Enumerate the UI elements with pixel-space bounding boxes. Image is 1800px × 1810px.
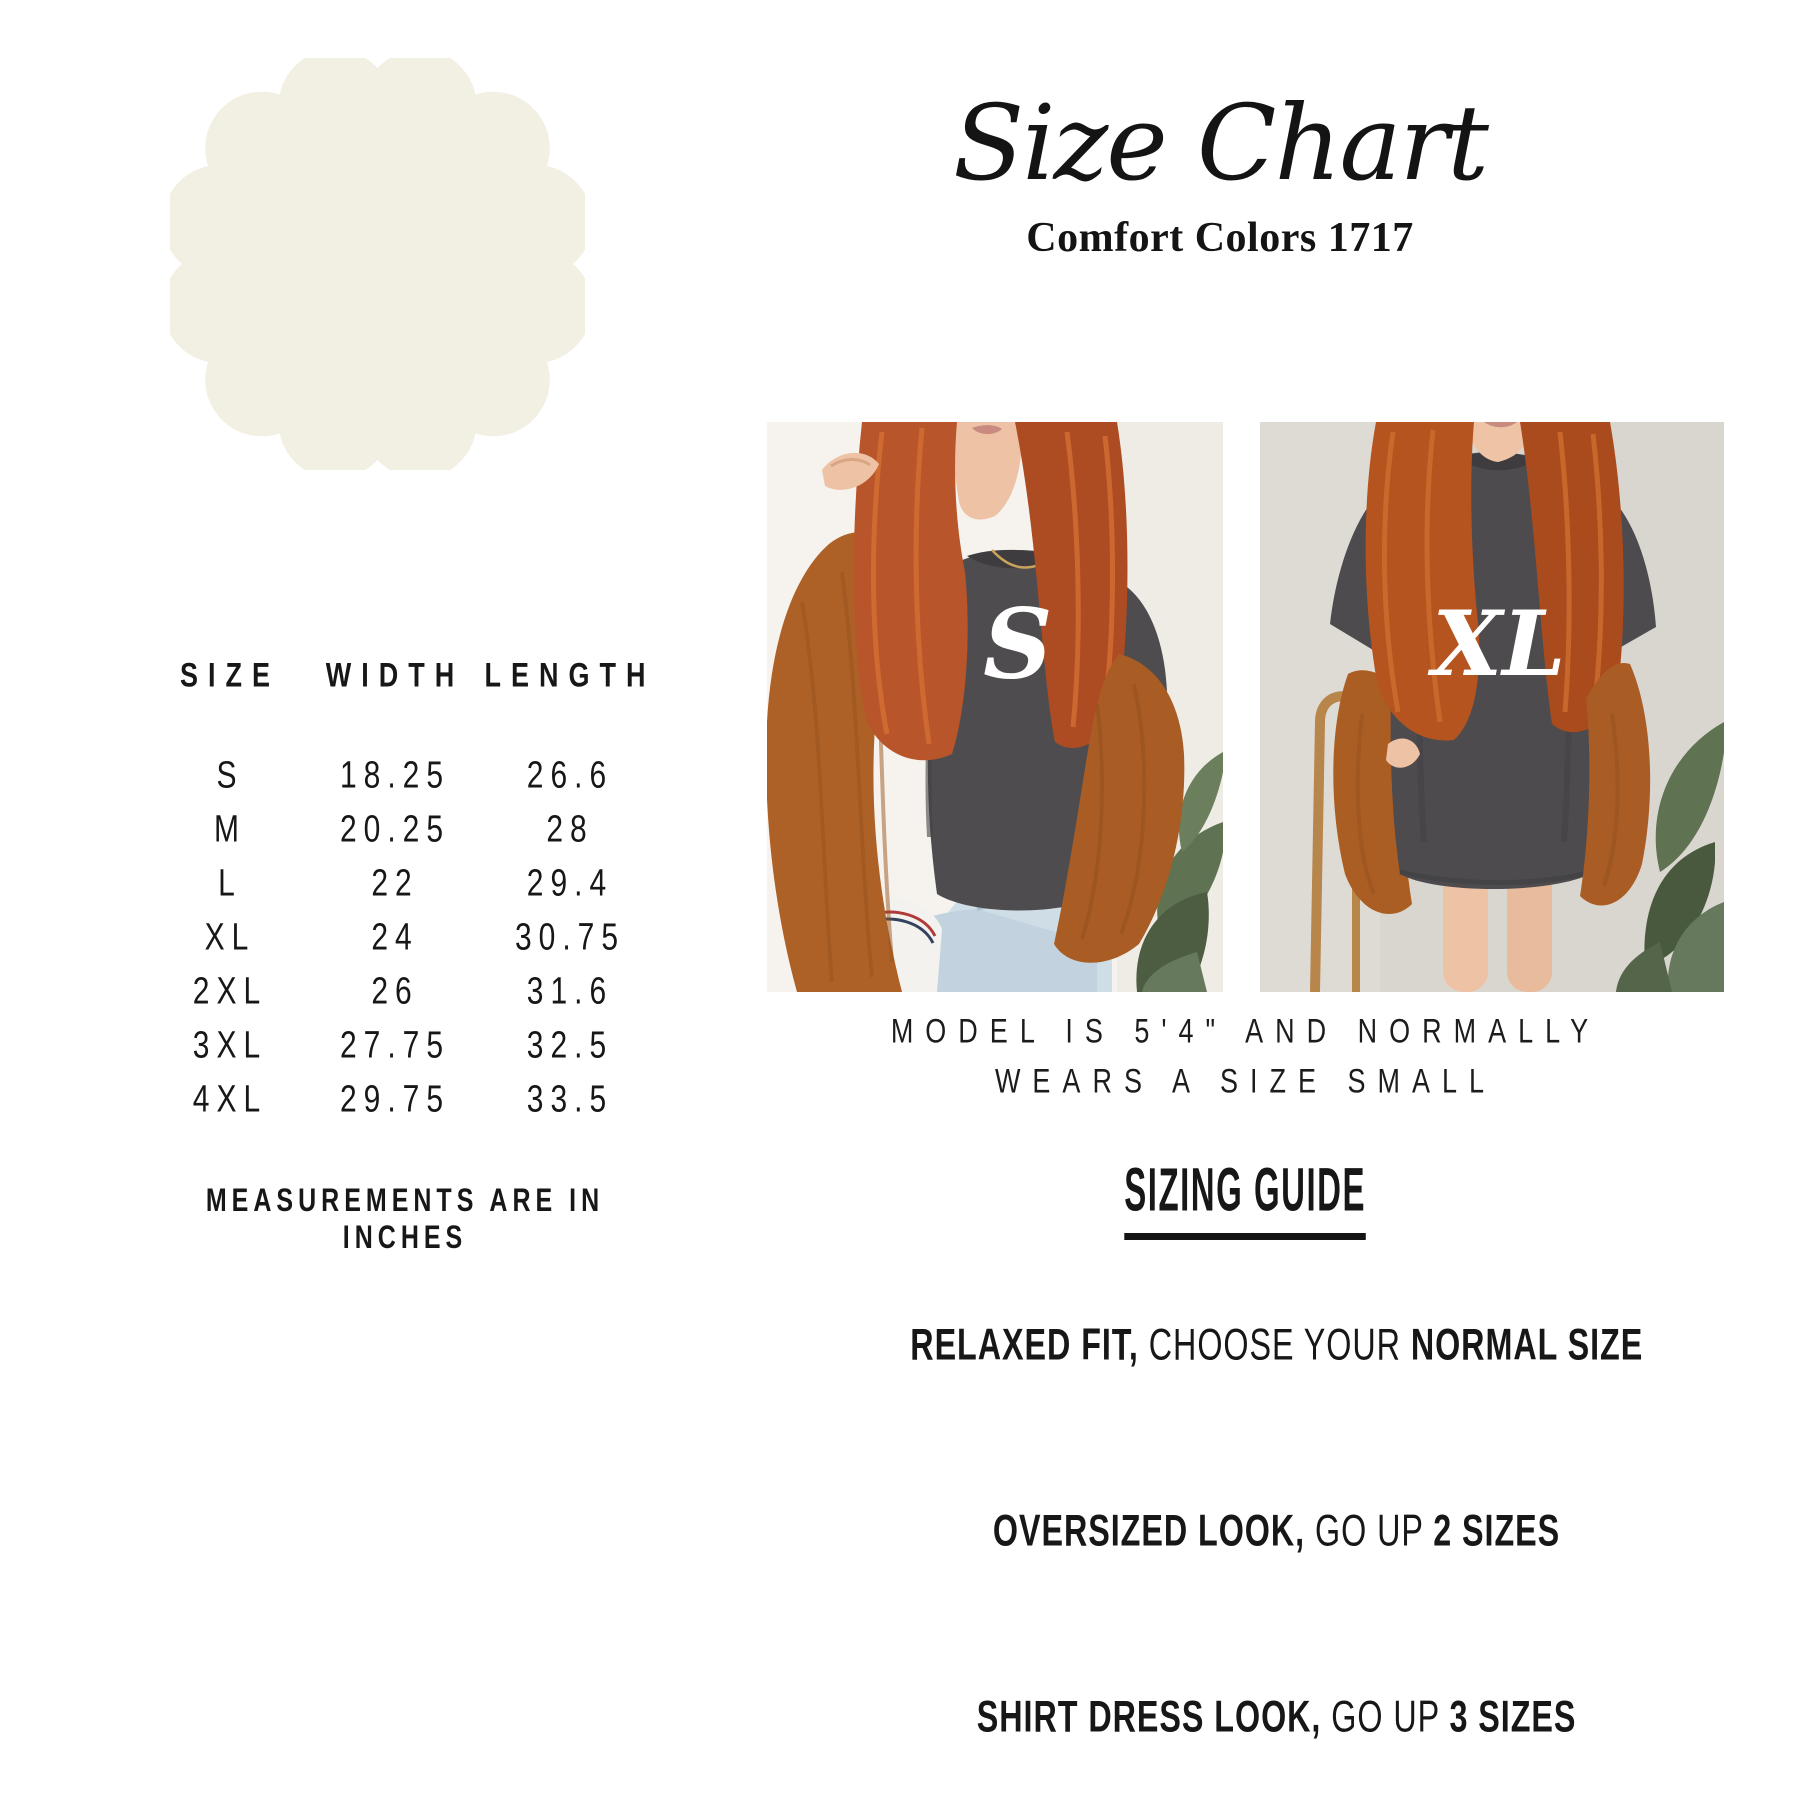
- photo-size-label-s: S: [983, 587, 1053, 701]
- column-header-length: LENGTH: [484, 655, 656, 695]
- column-header-width: WIDTH: [325, 655, 465, 695]
- cell-width: 29.75: [339, 1078, 451, 1121]
- table-row: [140, 857, 670, 911]
- table-row: [140, 1019, 670, 1073]
- sizing-guide-line-oversized: OVERSIZED LOOK, GO UP 2 SIZES: [993, 1506, 1561, 1556]
- cell-width: 18.25: [339, 754, 451, 797]
- header: [900, 82, 1540, 262]
- table-row: [140, 803, 670, 857]
- cell-width: 20.25: [339, 808, 451, 851]
- page-subtitle: Comfort Colors 1717: [1026, 215, 1414, 262]
- cell-size: XL: [204, 916, 256, 959]
- sizing-guide-line-shirt-dress: SHIRT DRESS LOOK, GO UP 3 SIZES: [977, 1692, 1577, 1742]
- size-table-rows: [140, 749, 670, 1127]
- size-table-header: [140, 655, 670, 695]
- cell-size: 4XL: [192, 1078, 268, 1121]
- table-row: [140, 965, 670, 1019]
- cell-length: 30.75: [514, 916, 626, 959]
- model-photo-illustration-s: [767, 422, 1223, 992]
- sizing-guide-heading: SIZING GUIDE: [1125, 1156, 1367, 1240]
- column-header-size: SIZE: [179, 655, 280, 695]
- model-note-line1: MODEL IS 5'4" AND NORMALLY: [890, 1011, 1601, 1051]
- model-photo-illustration-xl: [1260, 422, 1724, 992]
- cardigan-right-arm: [1580, 663, 1650, 906]
- measurements-footnote: MEASUREMENTS ARE IN INCHES: [205, 1182, 605, 1256]
- sizing-guide: [767, 1156, 1724, 1810]
- cell-size: S: [216, 754, 244, 797]
- cell-size: 2XL: [192, 970, 268, 1013]
- scalloped-blob: [170, 58, 585, 470]
- photo-model-size-xl: [1260, 422, 1724, 992]
- table-row: [140, 1073, 670, 1127]
- cell-width: 26: [371, 970, 419, 1013]
- cell-width: 22: [371, 862, 419, 905]
- photo-size-label-xl: XL: [1432, 591, 1566, 698]
- cell-length: 32.5: [526, 1024, 614, 1067]
- cell-width: 27.75: [339, 1024, 451, 1067]
- cell-length: 31.6: [526, 970, 614, 1013]
- photo-model-size-s: [767, 422, 1223, 992]
- page-title: Size Chart: [953, 82, 1487, 204]
- cell-size: 3XL: [192, 1024, 268, 1067]
- cell-length: 26.6: [526, 754, 614, 797]
- cell-length: 28: [546, 808, 594, 851]
- cell-width: 24: [371, 916, 419, 959]
- size-table: [140, 655, 670, 1256]
- cell-size: M: [214, 808, 246, 851]
- cell-length: 29.4: [526, 862, 614, 905]
- model-note: [767, 1006, 1724, 1106]
- cell-size: L: [218, 862, 242, 905]
- model-note-line2: WEARS A SIZE SMALL: [994, 1061, 1497, 1101]
- table-row: [140, 911, 670, 965]
- cell-length: 33.5: [526, 1078, 614, 1121]
- sizing-guide-line-relaxed: RELAXED FIT, CHOOSE YOUR NORMAL SIZE: [910, 1320, 1644, 1370]
- table-row: [140, 749, 670, 803]
- sizing-guide-lines: [767, 1252, 1724, 1810]
